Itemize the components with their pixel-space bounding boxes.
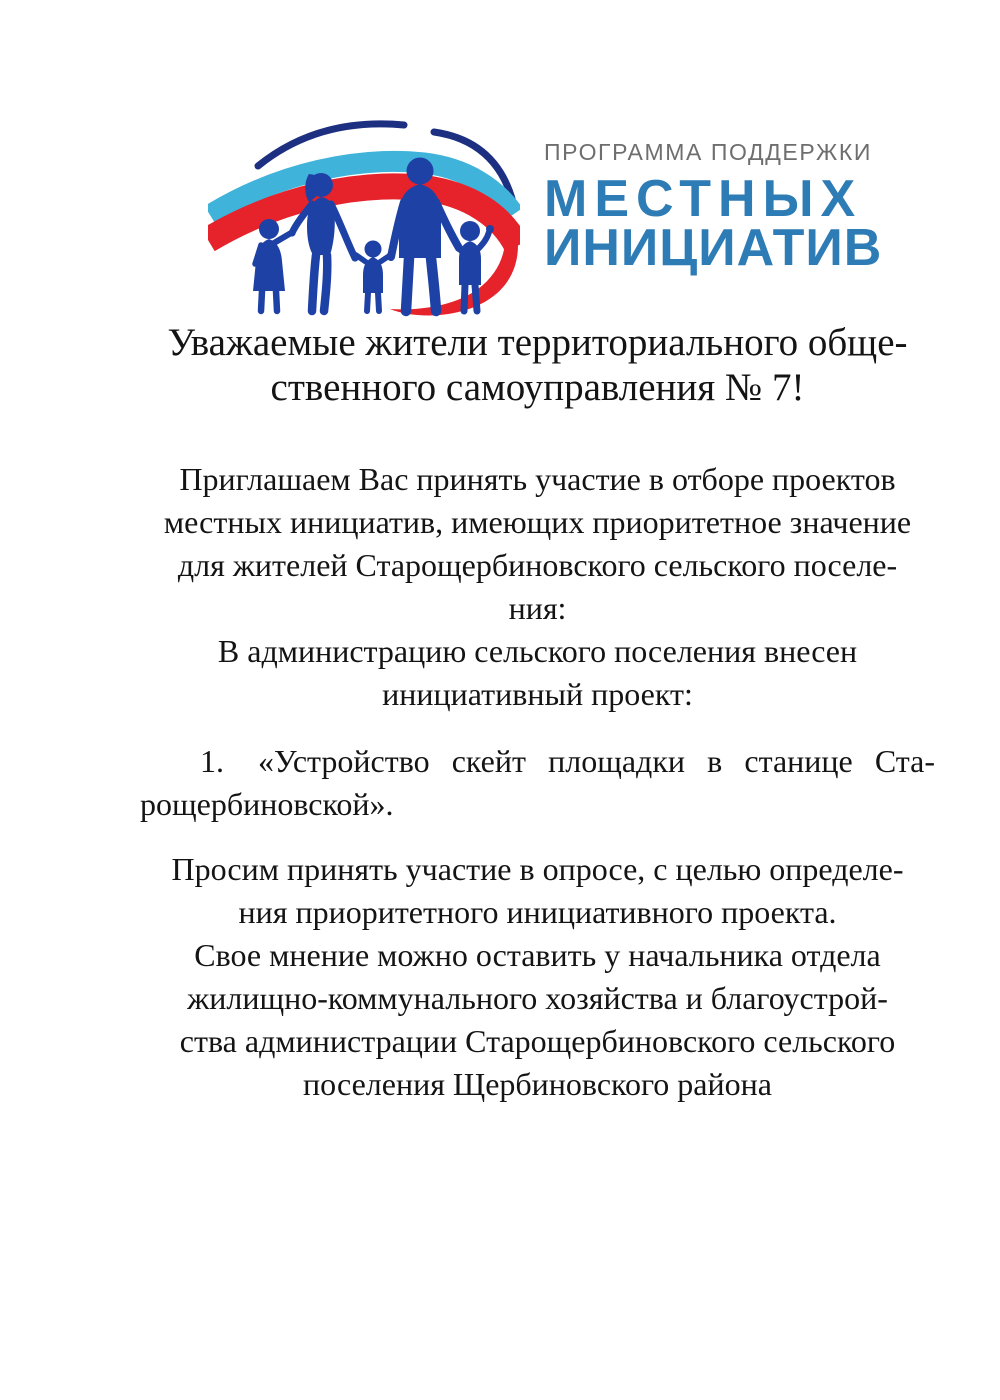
project-item-line2: рощербиновской». <box>140 786 394 822</box>
survey-paragraph <box>140 848 935 1106</box>
invitation-paragraph <box>140 458 935 716</box>
text-line: инициативный проект: <box>382 676 693 712</box>
program-logo <box>208 0 898 318</box>
program-tagline: ПРОГРАММА ПОДДЕРЖКИ <box>544 139 872 165</box>
project-item-line1 <box>140 740 935 783</box>
submission-text <box>140 630 935 716</box>
text-line: Просим принять участие в опросе, с целью определе- <box>171 851 904 887</box>
text-line: ства администрации Старощербиновского сельского <box>179 1023 896 1059</box>
family-flag-logo-icon <box>208 112 520 318</box>
invitation-text <box>140 458 935 630</box>
text-line: ния приоритетного инициативного проекта. <box>238 894 837 930</box>
text-line: для жителей Старощербиновского сельского поселе- <box>177 547 898 583</box>
text-line: ния: <box>508 590 567 626</box>
project-item-paragraph <box>140 740 935 826</box>
text-line: Уважаемые жители территориального обще- <box>167 321 908 364</box>
text-line: Приглашаем Вас принять участие в отборе проектов <box>179 461 896 497</box>
program-title-line2: ИНИЦИАТИВ <box>544 219 883 277</box>
text-line: В администрацию сельского поселения внесен <box>217 633 858 669</box>
program-logo-text <box>544 139 883 277</box>
text-line: Свое мнение можно оставить у начальника отдела <box>194 937 881 973</box>
project-item-title: «Устройство скейт площадки в станице Ста- <box>258 743 935 779</box>
project-item-number: 1. <box>200 743 224 779</box>
text-line: ственного самоуправления № 7! <box>270 366 805 409</box>
document-heading <box>140 320 935 410</box>
text-line: местных инициатив, имеющих приоритетное значение <box>163 504 912 540</box>
text-line: жилищно-коммунального хозяйства и благоустрой- <box>187 980 888 1016</box>
text-line: поселения Щербиновского района <box>303 1066 772 1102</box>
program-title-line1: МЕСТНЫХ <box>544 170 863 228</box>
